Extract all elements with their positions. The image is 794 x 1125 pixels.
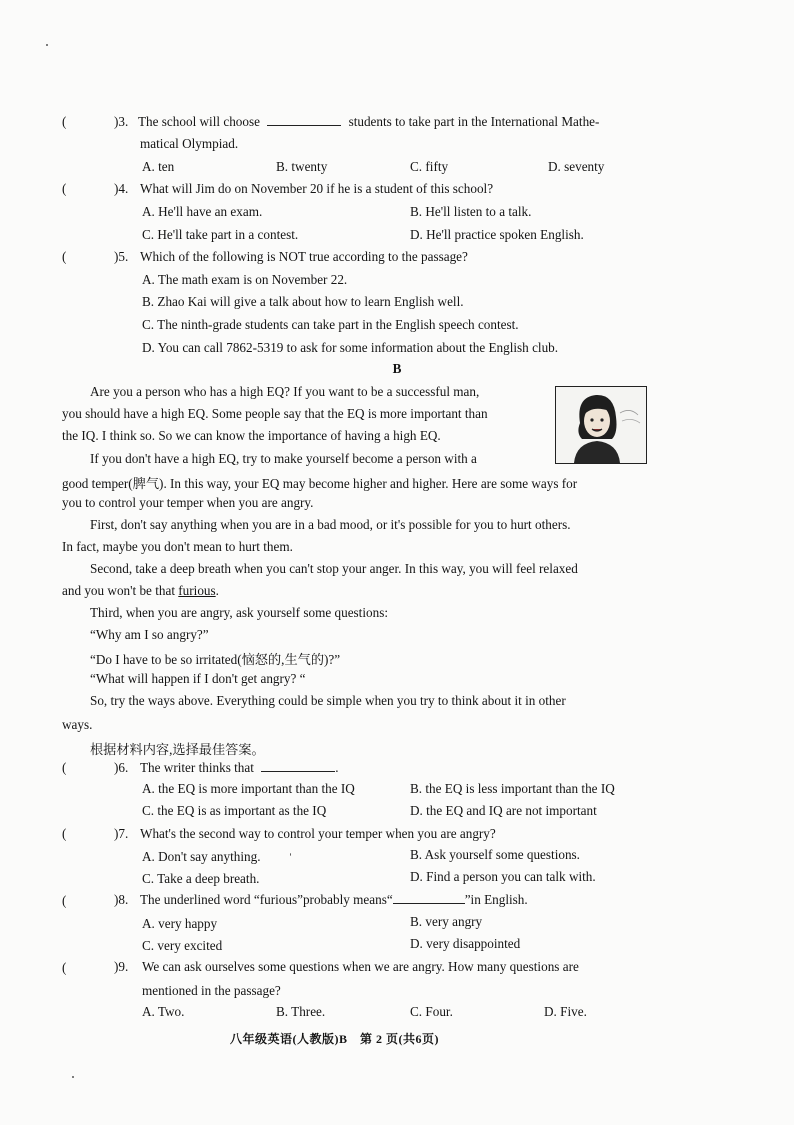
instruction-line: 根据材料内容,选择最佳答案。 xyxy=(90,742,265,757)
answer-paren-q9: ( xyxy=(62,960,67,975)
passage-line: you should have a high EQ. Some people say that the EQ is more important than xyxy=(62,406,488,421)
passage-line: “Why am I so angry?” xyxy=(90,627,209,642)
answer-paren-q3: ( xyxy=(62,114,67,129)
passage-line xyxy=(62,583,219,599)
answer-paren-q6: ( xyxy=(62,760,67,775)
passage-line: First, don't say anything when you are in a bad mood, or it's possible for you to hurt others. xyxy=(90,517,571,532)
passage-text: . xyxy=(215,583,219,598)
answer-paren-q8: ( xyxy=(62,893,67,908)
section-heading: B xyxy=(392,361,402,376)
stem-part: students to take part in the International Mathe- xyxy=(348,114,600,129)
option-q8-d[interactable]: D. very disappointed xyxy=(410,936,521,951)
question-stem-q7: What's the second way to control your temper when you are angry? xyxy=(140,826,496,841)
stem-part: The school will choose xyxy=(138,114,260,129)
stem-part: . xyxy=(335,760,339,775)
question-number-q3: )3. xyxy=(114,114,129,129)
passage-line: ways. xyxy=(62,717,93,732)
question-number-q6: )6. xyxy=(114,760,129,775)
question-stem-q5: Which of the following is NOT true according to the passage? xyxy=(140,249,468,264)
passage-text: and you won't be that xyxy=(62,583,179,598)
question-stem-q6 xyxy=(140,760,339,776)
option-q6-d[interactable]: D. the EQ and IQ are not important xyxy=(410,803,597,818)
option-q8-b[interactable]: B. very angry xyxy=(410,914,483,929)
option-q4-d[interactable]: D. He'll practice spoken English. xyxy=(410,227,584,242)
option-q4-c[interactable]: C. He'll take part in a contest. xyxy=(142,227,299,242)
question-stem-q9-line2: mentioned in the passage? xyxy=(142,983,281,998)
underlined-word-furious: furious xyxy=(178,583,216,598)
passage-line: In fact, maybe you don't mean to hurt them. xyxy=(62,539,293,554)
question-number-q7: )7. xyxy=(114,826,129,841)
answer-blank[interactable] xyxy=(393,892,465,904)
passage-line: Are you a person who has a high EQ? If you want to be a successful man, xyxy=(90,384,480,399)
portrait-photo xyxy=(555,386,647,464)
question-stem-q3 xyxy=(138,114,599,130)
option-q7-a[interactable]: A. Don't say anything. xyxy=(142,849,261,864)
question-stem-q4: What will Jim do on November 20 if he is a student of this school? xyxy=(140,181,494,196)
passage-line: Third, when you are angry, ask yourself some questions: xyxy=(90,605,388,620)
option-q6-b[interactable]: B. the EQ is less important than the IQ xyxy=(410,781,615,796)
stem-part: The writer thinks that xyxy=(140,760,254,775)
option-q7-c[interactable]: C. Take a deep breath. xyxy=(142,871,260,886)
question-stem-q3-line2: matical Olympiad. xyxy=(140,136,239,151)
answer-paren-q4: ( xyxy=(62,181,67,196)
scan-speck xyxy=(290,853,291,856)
stem-part: The underlined word “furious”probably means“ xyxy=(140,892,393,907)
option-q7-b[interactable]: B. Ask yourself some questions. xyxy=(410,847,580,862)
question-stem-q8 xyxy=(140,892,528,908)
question-number-q8: )8. xyxy=(114,892,129,907)
question-number-q9: )9. xyxy=(114,959,129,974)
passage-line: So, try the ways above. Everything could be simple when you try to think about it in other xyxy=(90,693,566,708)
option-q3-d[interactable]: D. seventy xyxy=(548,159,605,174)
scan-speck xyxy=(72,1076,74,1078)
passage-line: “Do I have to be so irritated(恼怒的,生气的)?” xyxy=(90,652,341,667)
question-number-q4: )4. xyxy=(114,181,129,196)
answer-paren-q5: ( xyxy=(62,249,67,264)
option-q9-b[interactable]: B. Three. xyxy=(276,1004,326,1019)
answer-blank[interactable] xyxy=(261,760,335,772)
option-q8-c[interactable]: C. very excited xyxy=(142,938,223,953)
option-q9-a[interactable]: A. Two. xyxy=(142,1004,185,1019)
passage-line: the IQ. I think so. So we can know the importance of having a high EQ. xyxy=(62,428,441,443)
page-footer: 八年级英语(人教版)B 第 2 页(共6页) xyxy=(230,1032,439,1046)
option-q7-d[interactable]: D. Find a person you can talk with. xyxy=(410,869,596,884)
answer-paren-q7: ( xyxy=(62,826,67,841)
option-q4-b[interactable]: B. He'll listen to a talk. xyxy=(410,204,532,219)
option-q3-c[interactable]: C. fifty xyxy=(410,159,449,174)
passage-line: you to control your temper when you are angry. xyxy=(62,495,314,510)
question-stem-q9: We can ask ourselves some questions when we are angry. How many questions are xyxy=(142,959,579,974)
option-q3-b[interactable]: B. twenty xyxy=(276,159,328,174)
option-q9-c[interactable]: C. Four. xyxy=(410,1004,453,1019)
option-q6-a[interactable]: A. the EQ is more important than the IQ xyxy=(142,781,355,796)
scan-speck xyxy=(46,44,48,46)
option-q3-a[interactable]: A. ten xyxy=(142,159,175,174)
stem-part: ”in English. xyxy=(464,892,528,907)
option-q8-a[interactable]: A. very happy xyxy=(142,916,218,931)
option-q5-d[interactable]: D. You can call 7862-5319 to ask for some information about the English club. xyxy=(142,340,559,355)
option-q5-c[interactable]: C. The ninth-grade students can take part in the English speech contest. xyxy=(142,317,519,332)
passage-line: If you don't have a high EQ, try to make yourself become a person with a xyxy=(90,451,477,466)
passage-line: Second, take a deep breath when you can't stop your anger. In this way, you will feel relaxed xyxy=(90,561,578,576)
girl-portrait-icon xyxy=(556,387,646,463)
option-q6-c[interactable]: C. the EQ is as important as the IQ xyxy=(142,803,327,818)
question-number-q5: )5. xyxy=(114,249,129,264)
option-q5-b[interactable]: B. Zhao Kai will give a talk about how to learn English well. xyxy=(142,294,464,309)
option-q5-a[interactable]: A. The math exam is on November 22. xyxy=(142,272,348,287)
answer-blank[interactable] xyxy=(267,114,341,126)
option-q4-a[interactable]: A. He'll have an exam. xyxy=(142,204,263,219)
passage-line: good temper(脾气). In this way, your EQ may become higher and higher. Here are some ways for xyxy=(62,476,578,491)
option-q9-d[interactable]: D. Five. xyxy=(544,1004,587,1019)
passage-line: “What will happen if I don't get angry? “ xyxy=(90,671,306,686)
